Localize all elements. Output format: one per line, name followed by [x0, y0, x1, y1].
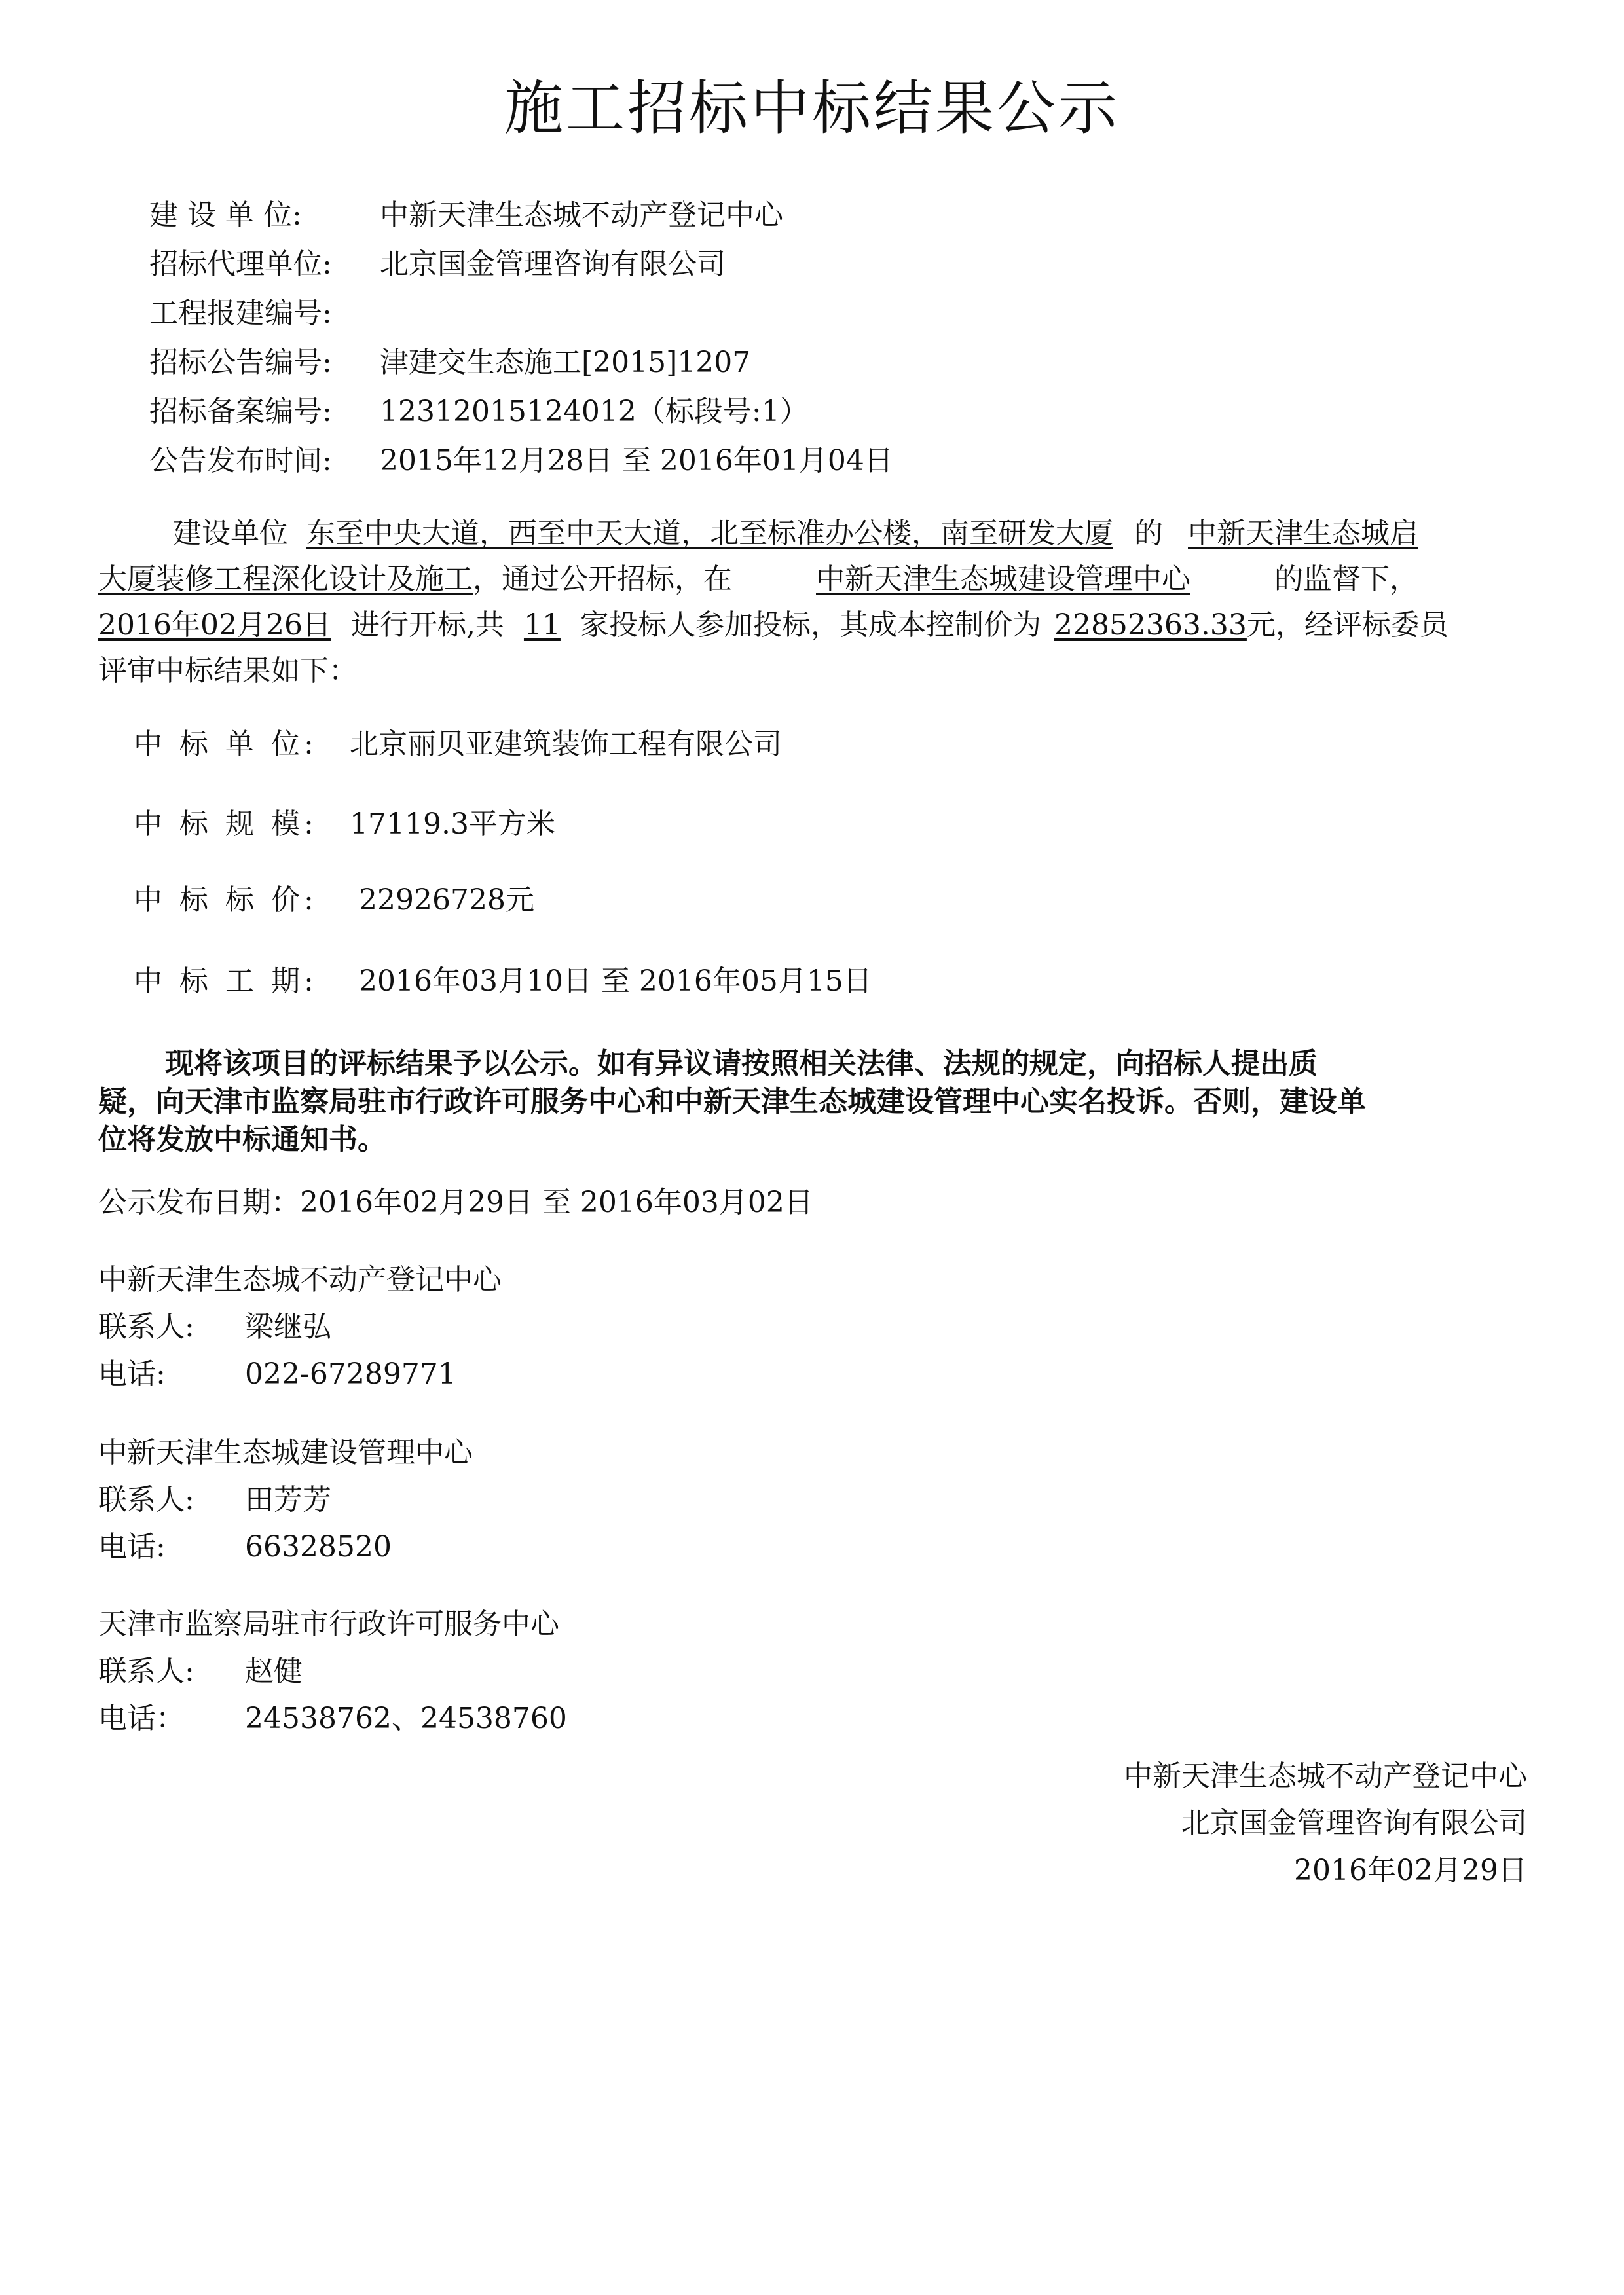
text-suffix: 的监督下， [1274, 562, 1418, 596]
result-value: 2016年03月10日 至 2016年05月15日 [350, 964, 872, 998]
contact-phone-label: 电话: [98, 1530, 166, 1564]
contact-person: 田芳芳 [245, 1483, 331, 1516]
result-value: 17119.3平方米 [350, 807, 555, 841]
bidder-count: 11 [523, 608, 561, 642]
meta-label: 公告发布时间: [149, 444, 332, 477]
result-label: 中 标 单 位: [134, 727, 318, 761]
contact-phone: 022-67289771 [245, 1357, 456, 1391]
result-value: 22926728元 [350, 883, 534, 917]
text-de: 的 [1134, 517, 1163, 550]
contact-phone-row [98, 1695, 567, 1736]
meta-value: 12312015124012（标段号:1） [380, 395, 809, 428]
meta-label: 招标备案编号: [149, 395, 332, 428]
meta-row-announcement-time [149, 437, 893, 479]
notice-line-2: 疑，向天津市监察局驻市行政许可服务中心和中新天津生态城建设管理中心实名投诉。否则，建设单 [98, 1085, 1366, 1118]
meta-value: 北京国金管理咨询有限公司 [380, 248, 726, 281]
contact-phone-label: 电话: [98, 1357, 166, 1391]
text-mid-2: 家投标人参加投标，其成本控制价为 [580, 608, 1041, 642]
contact-phone: 24538762、24538760 [245, 1702, 567, 1735]
meta-row-builder [149, 191, 783, 233]
result-scale [134, 800, 555, 842]
publish-period: 公示发布日期：2016年02月29日 至 2016年03月02日 [98, 1186, 813, 1219]
summary-line-2 [98, 555, 1418, 597]
meta-label: 招标代理单位: [149, 248, 332, 281]
project-name-part-2: 大厦装修工程深化设计及施工 [98, 562, 473, 596]
contact-org: 中新天津生态城建设管理中心 [98, 1436, 473, 1469]
contact-phone-row [98, 1523, 392, 1565]
contact-org: 中新天津生态城不动产登记中心 [98, 1263, 502, 1296]
text-suffix: 元，经评标委员 [1246, 608, 1449, 642]
contact-person-row [98, 1476, 331, 1518]
text-prefix: 建设单位 [173, 517, 288, 550]
supervisor-name: 中新天津生态城建设管理中心 [816, 562, 1190, 596]
meta-label: 工程报建编号: [149, 297, 332, 330]
contact-phone-row [98, 1350, 456, 1392]
contact-person-label: 联系人: [98, 1310, 194, 1344]
contact-person: 赵健 [245, 1655, 303, 1688]
page-title: 施工招标中标结果公示 [504, 74, 1120, 143]
meta-row-agency [149, 240, 726, 282]
contact-person-row [98, 1647, 303, 1689]
meta-value: 津建交生态施工[2015]1207 [380, 346, 751, 379]
summary-line-4 [98, 647, 358, 689]
signature-org-2: 北京国金管理咨询有限公司 [1181, 1807, 1527, 1840]
text-mid: 进行开标,共 [350, 608, 504, 642]
contact-person-row [98, 1303, 331, 1345]
notice-line-1: 现将该项目的评标结果予以公示。如有异议请按照相关法律、法规的规定，向招标人提出质 [165, 1047, 1318, 1080]
result-label: 中 标 工 期: [134, 964, 318, 998]
result-label: 中 标 规 模: [134, 807, 318, 841]
meta-label: 招标公告编号: [149, 346, 332, 379]
contact-person: 梁继弘 [245, 1310, 331, 1344]
cost-control-price: 22852363.33 [1054, 608, 1247, 642]
project-name-part-1: 中新天津生态城启 [1188, 517, 1418, 550]
text-line: 评审中标结果如下： [98, 654, 358, 688]
notice-line-3: 位将发放中标通知书。 [98, 1123, 386, 1156]
contact-person-label: 联系人: [98, 1655, 194, 1688]
meta-value: 2015年12月28日 至 2016年01月04日 [380, 444, 893, 477]
contact-phone: 66328520 [245, 1530, 392, 1564]
meta-label: 建 设 单 位: [149, 198, 302, 232]
signature-date: 2016年02月29日 [1294, 1854, 1527, 1887]
contact-phone-label: 电话： [98, 1702, 185, 1735]
meta-row-announcement-number [149, 339, 750, 380]
result-winner [134, 720, 782, 762]
result-price [134, 876, 534, 918]
text-mid: ，通过公开招标，在 [473, 562, 732, 596]
meta-value: 中新天津生态城不动产登记中心 [380, 198, 783, 232]
summary-line-3 [98, 601, 1449, 643]
contact-person-label: 联系人: [98, 1483, 194, 1516]
contact-org: 天津市监察局驻市行政许可服务中心 [98, 1607, 559, 1641]
meta-row-filing-number [149, 388, 809, 430]
result-period [134, 957, 872, 999]
opening-date: 2016年02月26日 [98, 608, 331, 642]
summary-line-1 [173, 509, 1418, 551]
meta-row-project-number [149, 289, 380, 331]
signature-org-1: 中新天津生态城不动产登记中心 [1124, 1759, 1527, 1793]
result-label: 中 标 标 价: [134, 883, 318, 917]
result-value: 北京丽贝亚建筑装饰工程有限公司 [350, 727, 782, 761]
project-location: 东至中央大道，西至中天大道，北至标准办公楼，南至研发大厦 [306, 517, 1113, 550]
